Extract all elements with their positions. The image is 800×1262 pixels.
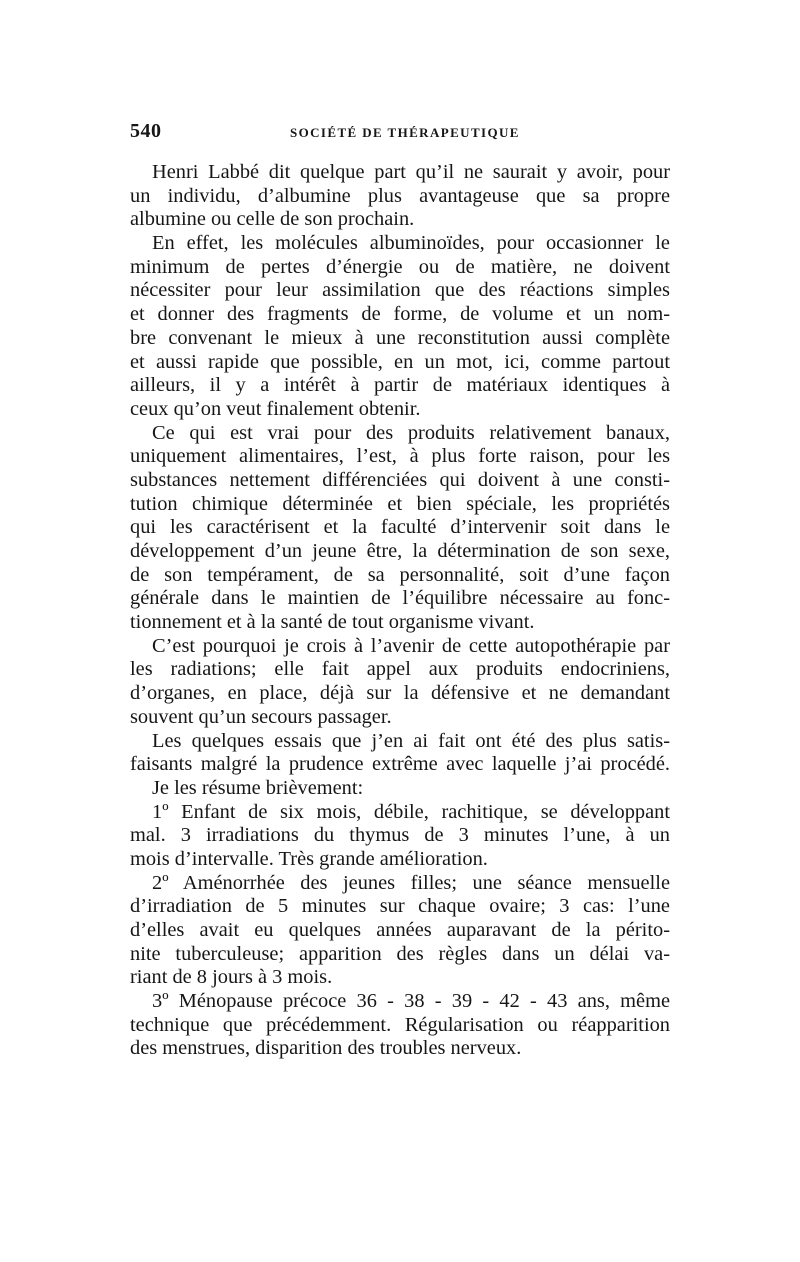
text-line: uniquement alimentaires, l’est, à plus forte raison, pour les: [130, 445, 670, 468]
text-line: tution chimique déterminée et bien spéciale, les propriétés: [130, 492, 670, 515]
text-line: Les quelques essais que j’en ai fait ont été des plus satis-: [152, 729, 670, 752]
text-line: tionnement et à la santé de tout organisme vivant.: [130, 611, 535, 634]
text-line: d’irradiation de 5 minutes sur chaque ovaire; 3 cas: l’une: [130, 895, 670, 918]
text-line: mal. 3 irradiations du thymus de 3 minutes l’une, à un: [130, 824, 670, 847]
text-line: développement d’un jeune être, la détermination de son sexe,: [130, 540, 670, 562]
text-line: 1º Enfant de six mois, débile, rachitique, se développant: [152, 800, 670, 823]
text-line: ailleurs, il y a intérêt à partir de matériaux identiques à: [130, 374, 670, 397]
running-head: SOCIÉTÉ DE THÉRAPEUTIQUE: [290, 125, 520, 140]
text-line: d’organes, en place, déjà sur la défensive et ne demandant: [130, 682, 670, 705]
text-line: bre convenant le mieux à une reconstitution aussi complète: [130, 326, 670, 349]
text-line: C’est pourquoi je crois à l’avenir de cette autopothérapie par: [152, 634, 670, 657]
text-line: 2º Aménorrhée des jeunes filles; une séance mensuelle: [152, 871, 670, 894]
page-header: [130, 120, 670, 144]
text-line: des menstrues, disparition des troubles nerveux.: [130, 1037, 522, 1060]
text-line: de son tempérament, de sa personnalité, soit d’une façon: [130, 563, 670, 586]
text-line: technique que précédemment. Régularisation ou réapparition: [130, 1013, 670, 1036]
body-text: [130, 161, 670, 1061]
text-line: générale dans le maintien de l’équilibre nécessaire au fonc-: [130, 587, 670, 610]
text-line: 3º Ménopause précoce 36 - 38 - 39 - 42 - 43 ans, même: [152, 990, 670, 1013]
text-line: nécessiter pour leur assimilation que des réactions simples: [130, 279, 670, 302]
text-line: et donner des fragments de forme, de volume et un nom-: [130, 303, 670, 326]
text-line: Henri Labbé dit quelque part qu’il ne saurait y avoir, pour: [152, 161, 670, 183]
text-line: Ce qui est vrai pour des produits relativement banaux,: [152, 421, 670, 444]
text-line: d’elles avait eu quelques années auparavant de la périto-: [130, 919, 670, 941]
text-line: et aussi rapide que possible, en un mot, ici, comme partout: [130, 350, 670, 373]
text-line: substances nettement différenciées qui doivent à une consti-: [130, 468, 670, 491]
text-line: riant de 8 jours à 3 mois.: [130, 966, 333, 989]
text-line: faisants malgré la prudence extrême avec laquelle j’ai procédé.: [130, 753, 670, 776]
text-line: nite tuberculeuse; apparition des règles dans un délai va-: [130, 942, 670, 965]
text-line: qui les caractérisent et la faculté d’intervenir soit dans le: [130, 516, 670, 539]
text-line: un individu, d’albumine plus avantageuse que sa propre: [130, 184, 670, 207]
text-line: mois d’intervalle. Très grande amélioration.: [130, 847, 488, 870]
text-line: minimum de pertes d’énergie ou de matière, ne doivent: [130, 255, 670, 278]
text-line: souvent qu’un secours passager.: [130, 705, 392, 728]
text-line: En effet, les molécules albuminoïdes, pour occasionner le: [152, 232, 670, 255]
text-line: les radiations; elle fait appel aux produits endocriniens,: [130, 658, 670, 681]
text-line: albumine ou celle de son prochain.: [130, 208, 415, 231]
text-line: ceux qu’on veut finalement obtenir.: [130, 397, 421, 420]
page-number: 540: [130, 120, 162, 142]
text-line: Je les résume brièvement:: [152, 776, 364, 799]
